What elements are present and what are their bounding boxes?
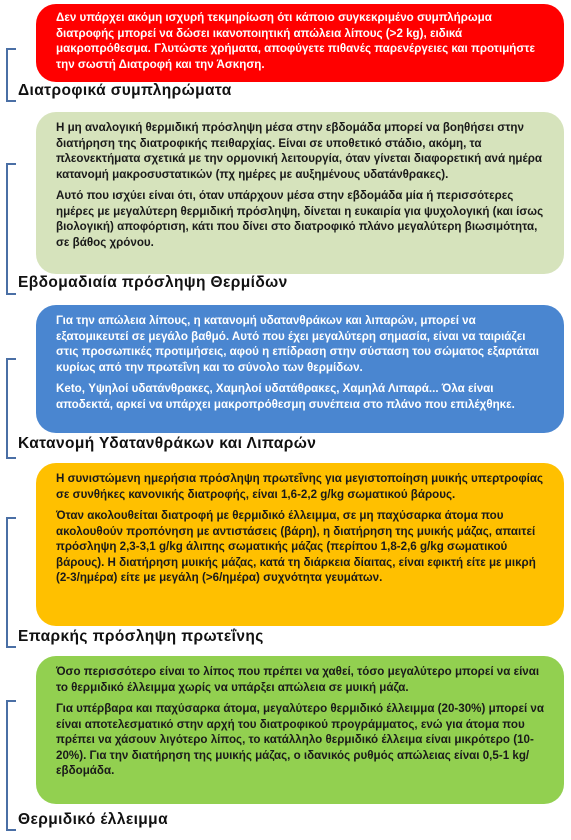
section-paragraph: Όταν ακολουθείται διατροφή με θερμιδικό έλλειμμα, σε μη παχύσαρκα άτομα που ακολουθούν προπόνηση με αντιστάσεις (βάρη), η διατήρηση της μυικής μάζας, απαιτεί πρόσληψη 2,3-3,1 g/kg άλιπης σωματικής μάζας (περίπου 1,8-2,6 g/kg σωματικού βάρους). Η διατήρηση μυικής μάζας, κατά τη διάρκεια δίαιτας, είναι εφικτή είτε με μικρή (2-3/ημέρα) είτε με μεγάλη (>6/ημέρα) συχνότητα γευμάτων. (56, 509, 536, 584)
section-heading-weekly-calories: Εβδομαδιαία πρόσληψη Θερμίδων (18, 274, 292, 292)
section-box-supplements (36, 4, 564, 82)
section-bracket (6, 517, 16, 648)
section-paragraph: Όσο περισσότερο είναι το λίπος που πρέπει να χαθεί, τόσο μεγαλύτερο μπορεί να είναι το θερμιδικό έλλειμμα χωρίς να υπάρξει απώλεια σε μυική μάζα. (56, 665, 540, 694)
section-heading-protein: Επαρκής πρόσληψη πρωτεΐνης (18, 628, 268, 646)
section-heading-calorie-deficit: Θερμιδικό έλλειμμα (18, 811, 172, 829)
section-paragraph: Keto, Υψηλοί υδατάνθρακες, Χαμηλοί υδατάθρακες, Χαμηλά Λιπαρά... Όλα είναι αποδεκτά, αρκεί να υπάρχει μακροπρόθεσμη συνέπεια στο πλάνο που επιλέχθηκε. (56, 382, 515, 411)
section-paragraph: Για υπέρβαρα και παχύσαρκα άτομα, μεγαλύτερο θερμιδικό έλλειμμα (20-30%) μπορεί να είναι αποτελεσματικό στην αρχή του διατροφικού προγράμματος, ενώ για άτομα που πρέπει να χάσουν λιγότερο λίπος, το κατάλληλο θερμιδικό έλλειμα είναι μικρότερο (10-20%). Για την διατήρηση της μυικής μάζας, ο ιδανικός ρυθμός απώλειας είναι 0,5-1 kg/εβδομάδα. (56, 702, 544, 777)
section-paragraph: Η μη αναλογική θερμιδική πρόσληψη μέσα στην εβδομάδα μπορεί να βοηθήσει στην διατήρηση της διατροφικής πειθαρχίας. Είναι σε υποθετικό στάδιο, ακόμη, τα πλεονεκτήματα σχετικά με την ορμονική λειτουργία, όταν γίνεται διαφορετική ανά ημέρα κατανομή μακροσυστατικών (πχ ημέρες με αυξημένους υδατάνθρακες). (56, 121, 543, 181)
section-heading-supplements: Διατροφικά συμπληρώματα (18, 82, 236, 100)
section-box-carb-fat (36, 305, 564, 433)
section-paragraph: Για την απώλεια λίπους, η κατανομή υδατανθράκων και λιπαρών, μπορεί να εξατομικευτεί σε μεγάλο βαθμό. Αυτό που έχει μεγαλύτερη σημασία, είναι να ταιριάζει στις προσωπικές προτιμήσεις, αφού η επίδραση στην σύσταση του σώματος εξαρτάται κυρίως από την πρωτεΐνη και το σύνολο των θερμίδων. (56, 314, 539, 374)
section-box-protein (36, 463, 564, 626)
section-bracket (6, 48, 16, 102)
section-bracket (6, 358, 16, 459)
section-heading-carb-fat: Κατανομή Υδατανθράκων και Λιπαρών (18, 435, 320, 453)
section-box-calorie-deficit (36, 656, 564, 804)
section-paragraph: Αυτό που ισχύει είναι ότι, όταν υπάρχουν μέσα στην εβδομάδα μία ή περισσότερες ημέρες με μεγαλύτερη θερμιδική πρόσληψη, δίνεται η ευκαιρία για ψυχολογική (και ίσως βιολογική) αποφόρτιση, κάτι που δίνει στο διατροφικό πλάνο μεγαλύτερη βιωσιμότητα, σε βάθος χρόνου. (56, 189, 544, 249)
section-bracket (6, 163, 16, 295)
section-paragraph: Η συνιστώμενη ημερήσια πρόσληψη πρωτεΐνης για μεγιστοποίηση μυικής υπερτροφίας σε συνθήκες κανονικής διατροφής, είναι 1,6-2,2 g/kg σωματικού βάρους. (56, 472, 544, 501)
section-box-weekly-calories (36, 112, 564, 274)
section-bracket (6, 700, 16, 831)
section-paragraph: Δεν υπάρχει ακόμη ισχυρή τεκμηρίωση ότι κάποιο συγκεκριμένο συμπλήρωμα διατροφής μπορεί να δώσει ικανοποιητική απώλεια λίπους (>2 kg), ειδικά μακροπρόθεσμα. Γλυτώστε χρήματα, αποφύγετε πιθανές παρενέργειες και προτιμήστε την σωστή Διατροφή και την Άσκηση. (56, 11, 535, 71)
